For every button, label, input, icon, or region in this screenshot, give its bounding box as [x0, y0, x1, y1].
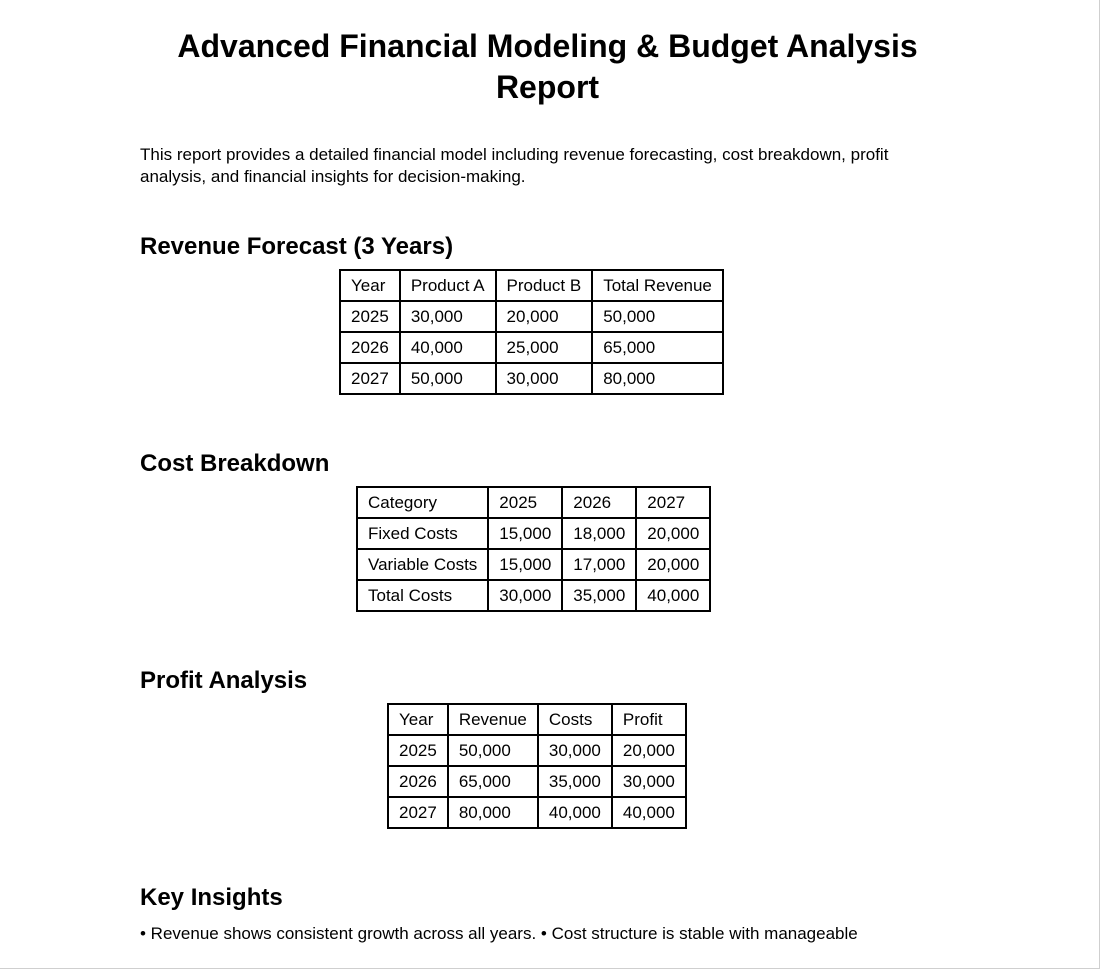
table-cell: 65,000 [448, 766, 538, 797]
table-cell: 2025 [388, 735, 448, 766]
key-insights-heading: Key Insights [140, 884, 283, 911]
table-cell: 80,000 [448, 797, 538, 828]
column-header-product-a: Product A [400, 270, 496, 301]
table-cell: 30,000 [400, 301, 496, 332]
table-header-row [357, 487, 710, 518]
revenue-forecast-heading: Revenue Forecast (3 Years) [140, 233, 454, 260]
table-cell: 17,000 [562, 549, 636, 580]
column-header-category: Category [357, 487, 488, 518]
column-header-year: Year [340, 270, 400, 301]
report-content [140, 26, 955, 945]
cost-breakdown-table-wrap [140, 486, 955, 620]
table-cell: 2027 [340, 363, 400, 394]
table-header-row [388, 704, 686, 735]
table-row [388, 766, 686, 797]
table-cell: 30,000 [496, 363, 593, 394]
table-cell: 40,000 [612, 797, 686, 828]
column-header-costs: Costs [538, 704, 612, 735]
table-cell: 65,000 [592, 332, 723, 363]
table-cell: Fixed Costs [357, 518, 488, 549]
profit-analysis-heading: Profit Analysis [140, 667, 308, 694]
column-header-total-revenue: Total Revenue [592, 270, 723, 301]
table-row [357, 549, 710, 580]
table-cell: 50,000 [592, 301, 723, 332]
cost-breakdown-heading: Cost Breakdown [140, 450, 330, 477]
table-cell: 20,000 [636, 549, 710, 580]
table-cell: 20,000 [612, 735, 686, 766]
table-cell: 2025 [340, 301, 400, 332]
table-cell: 15,000 [488, 518, 562, 549]
table-cell: 30,000 [538, 735, 612, 766]
table-cell: 18,000 [562, 518, 636, 549]
column-header-year: Year [388, 704, 448, 735]
table-cell: 20,000 [636, 518, 710, 549]
table-cell: 35,000 [538, 766, 612, 797]
column-header-2025: 2025 [488, 487, 562, 518]
table-cell: 20,000 [496, 301, 593, 332]
key-insights-text: • Revenue shows consistent growth across all years. • Cost structure is stable with manageable [140, 924, 858, 943]
table-cell: 35,000 [562, 580, 636, 611]
column-header-2026: 2026 [562, 487, 636, 518]
column-header-2027: 2027 [636, 487, 710, 518]
table-cell: 40,000 [636, 580, 710, 611]
intro-paragraph: This report provides a detailed financial model including revenue forecasting, cost breakdown, profit analysis, and financial insights for decision-making. [140, 145, 889, 186]
table-header-row [340, 270, 723, 301]
table-row [388, 735, 686, 766]
column-header-product-b: Product B [496, 270, 593, 301]
revenue-forecast-table [339, 269, 724, 395]
table-row [340, 301, 723, 332]
table-cell: 2026 [388, 766, 448, 797]
table-cell: Variable Costs [357, 549, 488, 580]
table-cell: Total Costs [357, 580, 488, 611]
revenue-forecast-table-wrap [140, 269, 955, 403]
table-cell: 80,000 [592, 363, 723, 394]
table-cell: 30,000 [612, 766, 686, 797]
table-cell: 15,000 [488, 549, 562, 580]
table-cell: 30,000 [488, 580, 562, 611]
table-cell: 50,000 [400, 363, 496, 394]
table-row [340, 332, 723, 363]
cost-breakdown-table [356, 486, 711, 612]
table-cell: 25,000 [496, 332, 593, 363]
column-header-revenue: Revenue [448, 704, 538, 735]
table-row [340, 363, 723, 394]
table-cell: 2026 [340, 332, 400, 363]
column-header-profit: Profit [612, 704, 686, 735]
table-cell: 40,000 [400, 332, 496, 363]
table-cell: 50,000 [448, 735, 538, 766]
page-title: Advanced Financial Modeling & Budget Analysis Report [177, 28, 918, 105]
table-row [388, 797, 686, 828]
table-row [357, 518, 710, 549]
profit-analysis-table [387, 703, 687, 829]
table-cell: 40,000 [538, 797, 612, 828]
table-row [357, 580, 710, 611]
table-cell: 2027 [388, 797, 448, 828]
profit-analysis-table-wrap [140, 703, 955, 837]
